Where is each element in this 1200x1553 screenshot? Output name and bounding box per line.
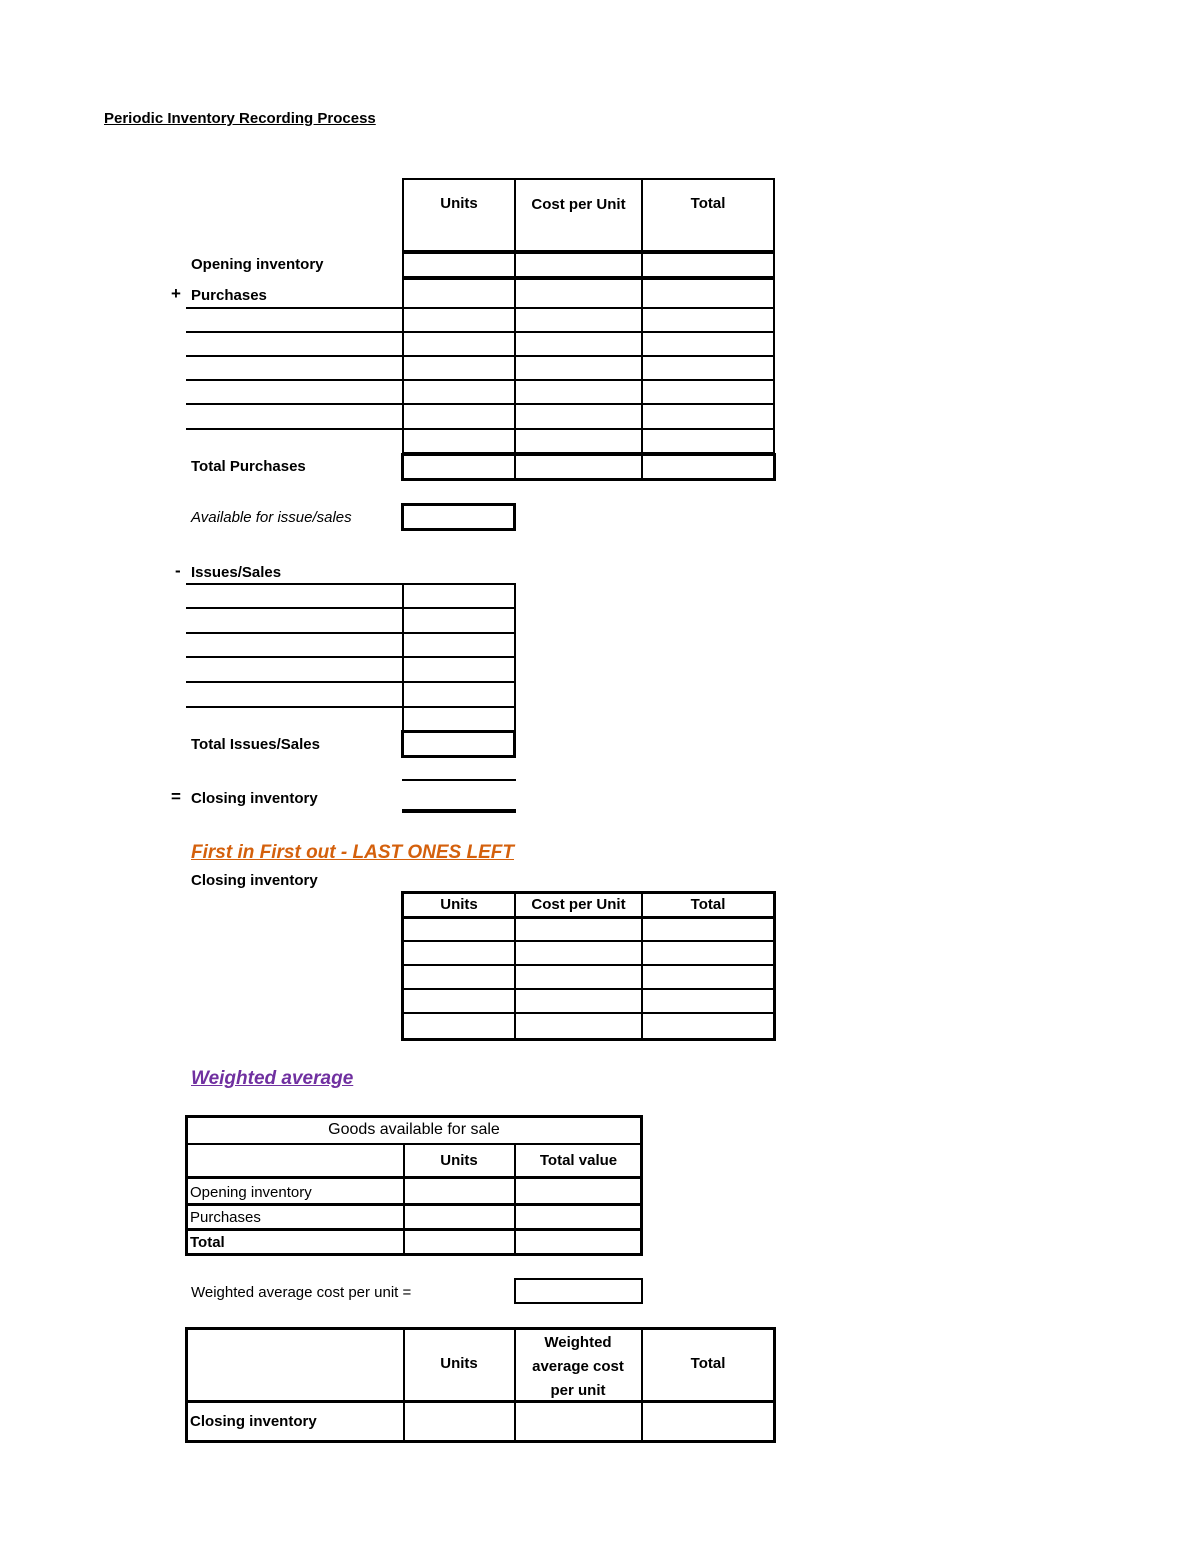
fifo-row-line-1: [401, 940, 776, 942]
issues-line-4: [186, 681, 516, 683]
final-header-total: Total: [690, 1355, 726, 1372]
goods-row-line-1: [185, 1203, 643, 1206]
goods-title-line: [185, 1143, 643, 1145]
header-cell-units: [402, 178, 516, 252]
closing-top-line: [402, 779, 516, 781]
issues-line-1: [186, 607, 516, 609]
purchase-line-4: [186, 379, 774, 381]
weighted-cost-box[interactable]: [514, 1278, 643, 1304]
fifo-row-line-4: [401, 1012, 776, 1014]
label-issues-sales: Issues/Sales: [191, 564, 282, 581]
label-available: Available for issue/sales: [191, 509, 352, 526]
total-purchases-divider-1: [514, 453, 516, 481]
final-header-weighted-cost: Weighted average cost per unit: [532, 1334, 624, 1399]
opening-cost-cell[interactable]: [514, 252, 643, 278]
header-units: Units: [440, 195, 478, 212]
goods-divider-2: [514, 1143, 516, 1255]
total-purchases-divider-2: [641, 453, 643, 481]
total-issues-box[interactable]: [401, 730, 516, 758]
purchase-line-2: [186, 331, 774, 333]
issues-line-0: [186, 583, 516, 585]
final-divider-3: [641, 1327, 643, 1443]
fifo-heading: First in First out - LAST ONES LEFT: [191, 842, 514, 863]
final-divider-1: [403, 1327, 405, 1443]
purchase-line-5: [186, 403, 774, 405]
label-total-purchases: Total Purchases: [191, 458, 306, 475]
final-header-line: [185, 1400, 776, 1403]
equals-sign: =: [171, 787, 181, 806]
fifo-header-units: Units: [440, 896, 478, 913]
header-total: Total: [690, 195, 726, 212]
opening-units-cell[interactable]: [402, 252, 516, 278]
fifo-header-cost: Cost per Unit: [531, 896, 626, 913]
goods-row-purchases: Purchases: [190, 1209, 261, 1226]
plus-sign: +: [171, 284, 181, 303]
purchase-line-1: [186, 307, 774, 309]
issues-line-5: [186, 706, 516, 708]
fifo-row-line-2: [401, 964, 776, 966]
label-purchases: Purchases: [191, 287, 267, 304]
label-closing-inventory: Closing inventory: [191, 790, 318, 807]
label-opening-inventory: Opening inventory: [191, 256, 324, 273]
goods-title: Goods available for sale: [328, 1121, 500, 1138]
total-purchases-row: [401, 453, 776, 481]
weighted-heading: Weighted average: [191, 1068, 354, 1089]
available-box[interactable]: [401, 503, 516, 531]
purchase-line-3: [186, 355, 774, 357]
final-divider-2: [514, 1327, 516, 1443]
header-cost-per-unit: Cost per Unit: [531, 196, 626, 213]
opening-total-cell[interactable]: [641, 252, 775, 278]
fifo-header-total: Total: [690, 896, 726, 913]
page-title: Periodic Inventory Recording Process: [104, 110, 376, 127]
goods-header-total-value: Total value: [539, 1152, 618, 1169]
minus-sign: -: [175, 561, 181, 580]
issues-line-2: [186, 632, 516, 634]
goods-row-total: Total: [190, 1234, 225, 1251]
goods-row-opening: Opening inventory: [190, 1184, 312, 1201]
header-cell-total: [641, 178, 775, 252]
fifo-row-line-3: [401, 988, 776, 990]
closing-bottom-line: [402, 809, 516, 813]
issues-line-3: [186, 656, 516, 658]
weighted-cost-label: Weighted average cost per unit =: [191, 1284, 412, 1301]
goods-header-line: [185, 1176, 643, 1179]
final-header-units: Units: [440, 1355, 478, 1372]
goods-row-line-2: [185, 1228, 643, 1231]
label-total-issues: Total Issues/Sales: [191, 736, 320, 753]
purchase-line-6: [186, 428, 774, 430]
goods-header-units: Units: [440, 1152, 478, 1169]
final-row-closing: Closing inventory: [190, 1413, 317, 1430]
goods-divider-1: [403, 1143, 405, 1255]
header-cell-cost: [514, 178, 643, 252]
fifo-subheading: Closing inventory: [191, 872, 318, 889]
